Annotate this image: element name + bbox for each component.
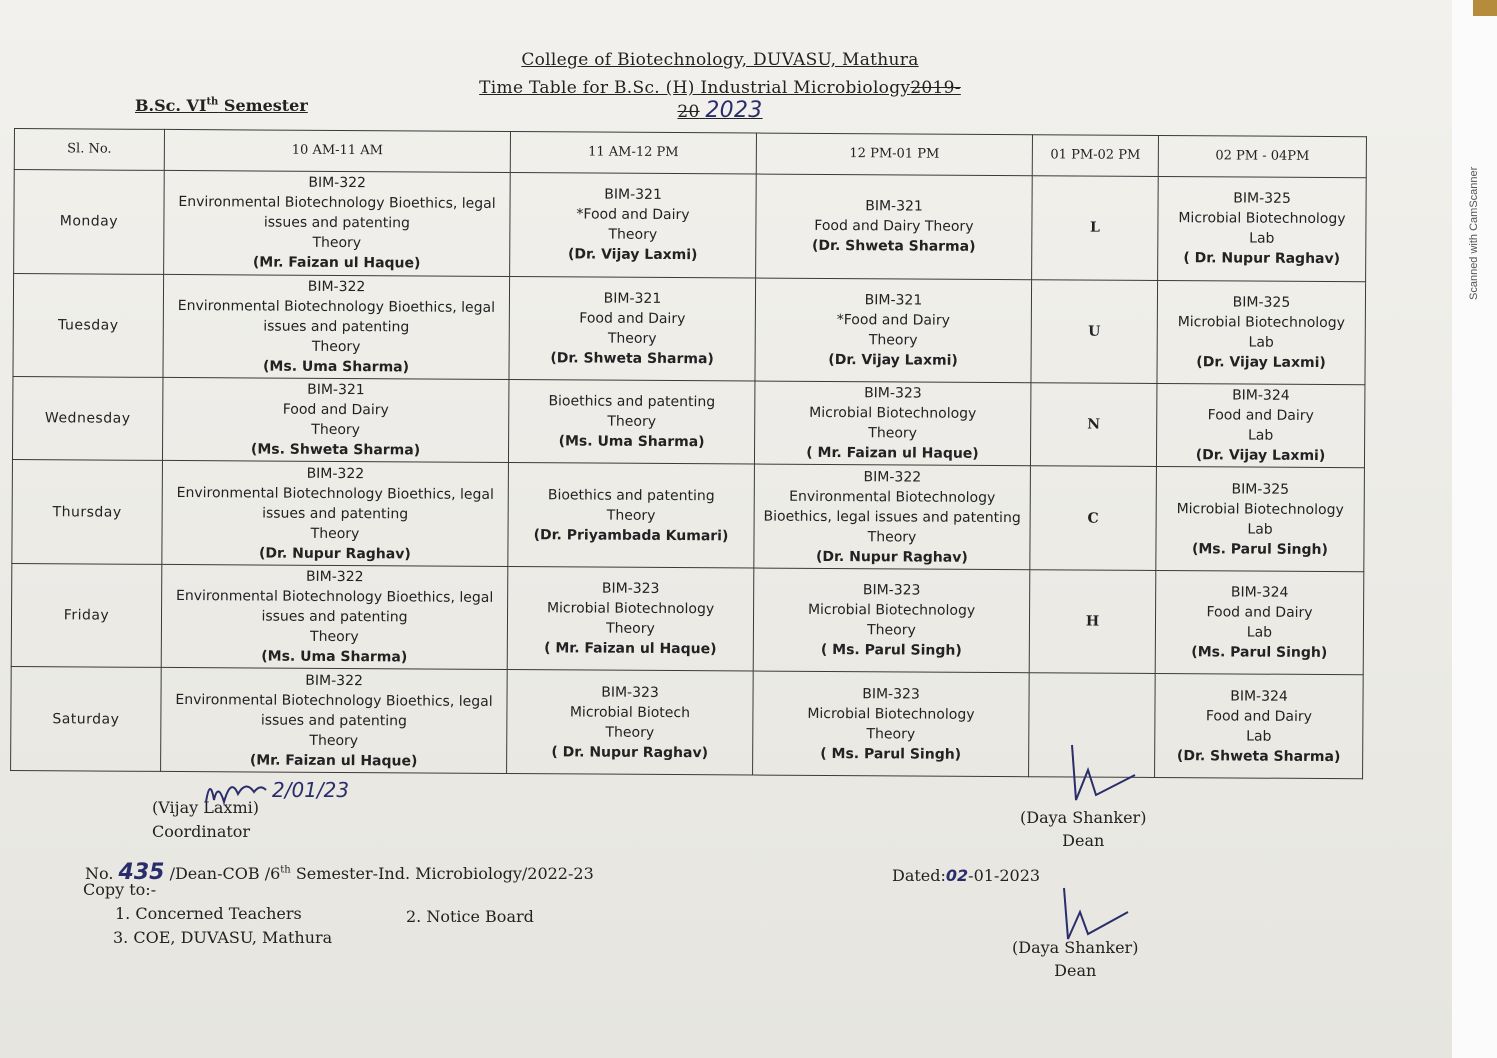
table-row [11,667,1364,779]
slot-cell [754,464,1031,569]
course-code: BIM-322 [863,468,922,486]
day-cell: Friday [11,563,162,667]
slot-cell [162,461,509,567]
semester-sup: th [206,96,219,108]
course-code: BIM-323 [862,582,921,599]
teacher-name: ( Dr. Nupur Raghav) [1183,250,1341,268]
course-title: Environmental Biotechnology Bioethics, legal issues and patenting [763,488,1021,526]
teacher-name: (Dr. Vijay Laxmi) [828,351,958,369]
course-code: BIM-323 [601,580,660,598]
scan-corner [1473,0,1497,16]
course-code: BIM-325 [1233,190,1291,208]
course-title: Environmental Biotechnology Bioethics, legal issues and patenting [175,691,493,730]
dated-hand: 02 [945,866,969,885]
reference-number [85,860,594,885]
course-code: BIM-322 [305,568,364,586]
course-kind: Lab [1247,427,1274,444]
handwritten-year: 2023 [705,98,763,123]
dated [892,866,1040,885]
slot-cell [507,566,754,671]
dean-role: Dean [1062,831,1105,850]
slot-cell [1156,384,1365,469]
teacher-name: (Mr. Faizan ul Haque) [249,752,418,770]
slot-cell [161,668,508,774]
struck-year: 2019-20 [677,78,961,122]
lunch-cell: U [1031,279,1158,383]
course-title: Bioethics and patenting [548,393,716,411]
semester-suffix: Semester [223,96,308,115]
slot-cell [162,377,509,463]
course-title: Food and Dairy Theory [814,218,974,236]
slot-cell [163,274,510,380]
slot-cell [1156,467,1365,572]
course-kind: Theory [605,724,655,741]
course-kind: Theory [312,235,362,252]
teacher-name: (Dr. Shweta Sharma) [550,350,714,368]
lunch-cell: L [1032,176,1159,280]
course-code: BIM-322 [305,672,363,689]
course-title: Food and Dairy [1206,604,1313,622]
dean-name: (Daya Shanker) [1012,938,1139,957]
course-code: BIM-321 [603,290,662,307]
course-kind: Theory [311,338,361,355]
slot-cell [161,564,508,670]
teacher-name: (Ms. Parul Singh) [1191,644,1328,662]
course-title: Food and Dairy [1207,407,1314,425]
teacher-name: (Mr. Faizan ul Haque) [252,254,421,272]
course-kind: Theory [607,330,657,347]
teacher-name: ( Dr. Nupur Raghav) [551,744,709,761]
col-header: 02 PM - 04PM [1158,135,1366,177]
table-row [12,460,1365,572]
slot-cell [164,170,511,276]
slot-cell [508,380,755,465]
slot-cell [1158,176,1367,281]
teacher-name: ( Ms. Parul Singh) [820,745,962,763]
col-header: Sl. No. [14,129,164,171]
course-kind: Theory [606,507,656,524]
course-kind: Theory [868,331,918,349]
lunch-cell: H [1029,570,1156,674]
teacher-name: (Dr. Shweta Sharma) [812,238,976,256]
coordinator-name: (Vijay Laxmi) [152,798,259,817]
course-title: Bioethics and patenting [547,486,715,504]
coordinator-role: Coordinator [152,822,251,841]
copy-item: 3. COE, DUVASU, Mathura [113,928,333,947]
slot-cell [756,174,1033,279]
slot-cell [509,276,756,381]
course-title: *Food and Dairy [576,206,690,224]
course-code: BIM-323 [601,684,659,701]
ref-prefix: No. [85,864,114,883]
course-title: Environmental Biotechnology Bioethics, legal issues and patenting [177,297,496,336]
teacher-name: ( Mr. Faizan ul Haque) [806,445,979,463]
course-code: BIM-325 [1231,481,1290,498]
timetable [10,128,1367,779]
course-kind: Lab [1246,728,1272,745]
slot-cell [753,671,1030,776]
course-code: BIM-324 [1232,387,1290,405]
course-kind: Lab [1248,334,1274,351]
course-title: Microbial Biotechnology [1177,313,1345,331]
course-code: BIM-321 [865,198,923,215]
table-row [11,563,1364,675]
course-title: Environmental Biotechnology Bioethics, legal issues and patenting [175,588,494,626]
course-kind: Theory [309,732,359,749]
slot-cell [754,381,1031,466]
course-code: BIM-321 [864,291,923,309]
teacher-name: (Dr. Nupur Raghav) [258,545,411,563]
semester-prefix: B.Sc. VI [135,96,207,115]
day-cell: Tuesday [13,273,164,377]
dated-label: Dated: [892,866,946,885]
course-kind: Theory [867,622,916,639]
day-cell: Thursday [12,460,163,564]
course-title: Food and Dairy [1205,708,1313,725]
teacher-name: (Dr. Priyambada Kumari) [533,526,729,545]
timetable-title-text: Time Table for B.Sc. (H) Industrial Microbiology [479,78,911,98]
coordinator-date: 2/01/23 [272,778,350,802]
course-code: BIM-325 [1232,294,1291,311]
course-title: Microbial Biotech [569,704,691,721]
slot-cell [508,463,755,568]
course-kind: Theory [608,226,658,244]
col-header: 01 PM-02 PM [1032,135,1158,177]
copy-to-label: Copy to:- [83,880,157,899]
course-title: *Food and Dairy [836,311,950,329]
teacher-name: (Ms. Shweta Sharma) [250,441,421,459]
course-code: BIM-323 [862,685,920,703]
course-title: Microbial Biotechnology [546,600,715,618]
course-code: BIM-324 [1230,688,1288,705]
course-title: Microbial Biotechnology [809,405,977,423]
slot-cell [1157,280,1366,385]
course-kind: Theory [310,629,359,646]
teacher-name: (Ms. Uma Sharma) [263,358,410,376]
table-row [13,273,1366,385]
col-header: 12 PM-01 PM [756,133,1032,176]
scanner-watermark: Scanned with CamScanner [1468,166,1480,300]
lunch-cell: C [1030,466,1157,570]
course-kind: Theory [311,422,361,439]
table-row [12,377,1364,469]
lunch-cell: N [1030,383,1157,467]
table-row [14,170,1367,282]
course-code: BIM-324 [1230,584,1289,601]
course-title: Microbial Biotechnology [1178,210,1346,228]
col-header: 10 AM-11 AM [164,129,510,172]
dated-rest: -01-2023 [968,866,1041,885]
course-code: BIM-323 [864,385,922,402]
teacher-name: (Ms. Uma Sharma) [558,433,705,451]
teacher-name: (Dr. Nupur Raghav) [815,548,968,566]
course-kind: Lab [1247,521,1273,538]
ref-text: /Dean-COB /6 [169,864,281,883]
day-cell: Monday [14,170,165,274]
course-code: BIM-321 [604,186,662,204]
ref-suffix: Semester-Ind. Microbiology/2022-23 [290,864,594,883]
timetable-title [440,78,1000,123]
teacher-name: (Dr. Vijay Laxmi) [1196,353,1326,371]
course-title: Microbial Biotechnology [1176,500,1344,518]
dean-signature [1020,806,1146,852]
copy-item: 1. Concerned Teachers [115,904,302,923]
teacher-name: (Dr. Vijay Laxmi) [567,246,698,264]
course-kind: Theory [866,725,916,743]
dean-signature-2 [1012,936,1138,982]
course-kind: Lab [1246,624,1273,641]
slot-cell [1155,570,1364,675]
course-code: BIM-321 [307,382,365,399]
course-title: Food and Dairy [579,310,686,327]
slot-cell [1155,674,1364,779]
slot-cell [755,278,1032,383]
course-kind: Theory [867,528,917,546]
course-title: Food and Dairy [282,401,389,419]
teacher-name: (Ms. Parul Singh) [1191,540,1328,558]
course-title: Environmental Biotechnology Bioethics, legal issues and patenting [178,194,496,232]
day-cell: Saturday [11,667,162,771]
slot-cell [507,670,754,775]
course-kind: Theory [607,413,657,431]
slot-cell [510,173,757,278]
dean-name: (Daya Shanker) [1020,808,1147,827]
course-kind: Theory [606,620,655,638]
dean-role: Dean [1054,961,1097,980]
teacher-name: ( Mr. Faizan ul Haque) [544,640,717,658]
ref-sup: th [280,864,291,876]
course-title: Microbial Biotechnology [807,602,976,620]
day-cell: Wednesday [12,377,163,461]
teacher-name: (Dr. Shweta Sharma) [1176,747,1341,765]
slot-cell [753,568,1030,673]
course-title: Microbial Biotechnology [807,705,975,723]
course-code: BIM-322 [308,175,367,192]
teacher-name: (Dr. Vijay Laxmi) [1195,447,1326,465]
teacher-name: ( Ms. Parul Singh) [820,642,962,660]
course-kind: Theory [310,525,360,542]
college-title: College of Biotechnology, DUVASU, Mathura [521,50,919,70]
course-code: BIM-322 [307,278,366,295]
course-kind: Lab [1249,230,1275,247]
page-edge [1452,0,1497,1058]
semester-label [135,96,308,115]
course-kind: Theory [868,425,918,442]
col-header: 11 AM-12 PM [510,132,756,175]
course-code: BIM-322 [306,465,365,482]
course-title: Environmental Biotechnology Bioethics, legal issues and patenting [176,484,494,523]
ref-number: 435 [118,860,165,885]
copy-item: 2. Notice Board [406,907,534,926]
teacher-name: (Ms. Uma Sharma) [261,648,408,666]
